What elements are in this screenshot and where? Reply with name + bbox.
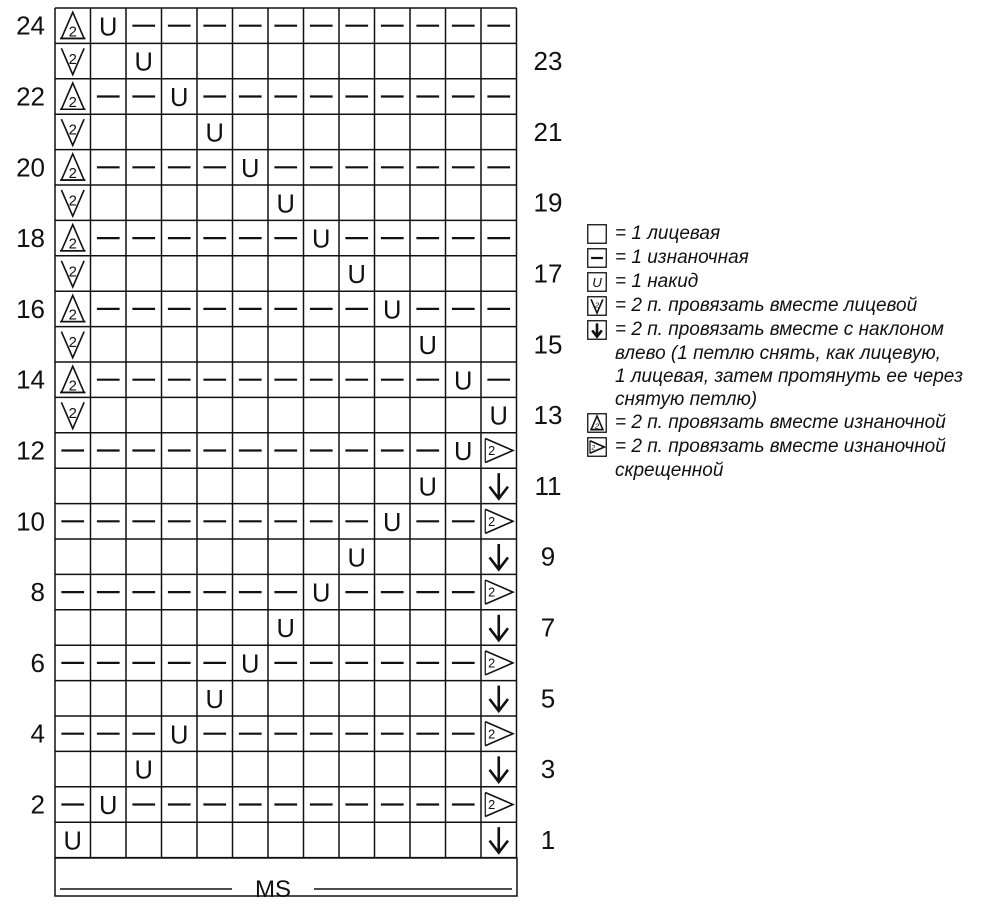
svg-text:2: 2 [68, 405, 77, 422]
svg-text:2: 2 [488, 584, 496, 600]
svg-text:U: U [63, 827, 82, 856]
svg-text:U: U [312, 225, 331, 254]
legend-item-knit [587, 222, 997, 245]
svg-text:2: 2 [591, 444, 596, 452]
legend-text: = 2 п. провязать вместе изнаночной [615, 436, 946, 457]
row-number: 22 [16, 81, 45, 112]
svg-text:2: 2 [68, 165, 77, 182]
chart-footer [55, 858, 517, 903]
row-number: 6 [30, 647, 45, 678]
row-number: 15 [533, 329, 563, 360]
chart-cell-yo [277, 615, 295, 643]
chart-cell-yo [241, 155, 259, 183]
chart-cell-p2tog-tbl [485, 580, 513, 604]
svg-text:2: 2 [68, 95, 77, 112]
legend-text-continued: скрещенной [615, 460, 724, 481]
row-number: 11 [534, 470, 562, 501]
row-number: 20 [16, 152, 45, 183]
legend-item-p2tog-tbl [587, 435, 997, 458]
row-number: 10 [16, 506, 45, 537]
chart-cell-yo [277, 190, 295, 218]
row-number: 17 [533, 258, 563, 289]
chart-cell-p2tog [60, 225, 86, 253]
svg-text:2: 2 [68, 51, 77, 68]
row-number: 12 [16, 435, 45, 466]
svg-text:2: 2 [68, 335, 77, 352]
row-number: 24 [16, 10, 45, 41]
chart-cell-yo [206, 686, 224, 714]
chart-grid [55, 8, 517, 858]
chart-cell-yo [419, 473, 437, 501]
legend-text: = 1 накид [615, 271, 699, 292]
legend-text-continued: 1 лицевая, затем протянуть ее через [615, 366, 963, 387]
legend-swatch-knit [587, 224, 607, 244]
row-number: 4 [30, 718, 45, 749]
legend-swatch-purl [587, 248, 607, 268]
row-number: 8 [30, 577, 45, 608]
chart-cell-yo [383, 509, 401, 537]
chart-cell-yo [383, 296, 401, 324]
row-number: 21 [533, 116, 563, 147]
svg-text:U: U [276, 190, 295, 219]
svg-text:2: 2 [68, 122, 77, 139]
row-number: 14 [16, 364, 45, 395]
chart-cell-yo [454, 438, 472, 466]
svg-text:U: U [205, 685, 224, 714]
row-number: 1 [540, 824, 556, 855]
legend-item-k2tog [587, 294, 997, 317]
chart-cell-yo [99, 792, 117, 820]
chart-cell-yo [348, 261, 366, 289]
chart-cell-ssk [490, 473, 508, 498]
chart-cell-ssk [490, 544, 508, 569]
legend-text: = 2 п. провязать вместе изнаночной [615, 412, 946, 433]
chart-cell-yo [99, 13, 117, 41]
chart-cell-yo [348, 544, 366, 572]
chart-cell-p2tog [60, 295, 86, 323]
svg-text:U: U [99, 792, 118, 821]
row-number: 7 [540, 612, 556, 643]
chart-cell-ssk [490, 827, 508, 852]
svg-text:2: 2 [488, 443, 496, 459]
row-number: 13 [533, 400, 563, 431]
row-number: 5 [540, 683, 556, 714]
chart-cell-ssk [490, 686, 508, 711]
svg-text:U: U [134, 48, 153, 77]
chart-cell-k2tog [61, 332, 84, 358]
svg-text:U: U [312, 579, 331, 608]
chart-cell-p2tog-tbl [485, 438, 513, 462]
row-number: 2 [30, 789, 45, 820]
chart-cell-k2tog [61, 402, 84, 428]
svg-text:U: U [383, 508, 402, 537]
svg-text:2: 2 [68, 264, 77, 281]
svg-text:U: U [418, 473, 437, 502]
svg-text:U: U [592, 274, 602, 290]
chart-cell-p2tog-tbl [485, 722, 513, 746]
legend-text-continued: влево (1 петлю снять, как лицевую, [615, 343, 941, 364]
svg-text:2: 2 [488, 726, 496, 742]
legend-swatch-ssk [587, 320, 607, 340]
chart-cell-yo [454, 367, 472, 395]
row-number: 23 [533, 46, 563, 77]
svg-text:2: 2 [68, 307, 77, 324]
chart-cell-yo [170, 721, 188, 749]
chart-cell-k2tog [61, 261, 84, 287]
svg-text:2: 2 [68, 193, 77, 210]
chart-cell-p2tog [60, 366, 86, 394]
chart-cell-ssk [490, 615, 508, 640]
legend-item-ssk [587, 318, 997, 341]
legend-swatch-p2tog [587, 413, 607, 433]
chart-cell-yo [241, 650, 259, 678]
svg-text:U: U [418, 331, 437, 360]
legend-swatch-p2tog-tbl [587, 437, 607, 457]
chart-cell-k2tog [61, 48, 84, 74]
chart-cell-p2tog [60, 12, 86, 40]
legend-text: = 1 изнаночная [615, 247, 749, 268]
chart-cell-k2tog [61, 190, 84, 216]
row-number: 9 [540, 541, 556, 572]
svg-text:2: 2 [488, 513, 496, 529]
legend-item-p2tog [587, 411, 997, 434]
chart-cell-k2tog [61, 119, 84, 145]
legend [587, 222, 997, 482]
svg-text:2: 2 [68, 378, 77, 395]
chart-cell-p2tog-tbl [485, 792, 513, 816]
svg-text:2: 2 [68, 236, 77, 253]
legend-item-purl [587, 246, 997, 269]
svg-text:U: U [170, 721, 189, 750]
chart-cell-p2tog [60, 83, 86, 111]
row-number: 19 [533, 187, 563, 218]
chart-cell-yo [170, 84, 188, 112]
legend-text: = 2 п. провязать вместе лицевой [615, 295, 918, 316]
legend-text: = 2 п. провязать вместе с наклоном [615, 319, 944, 340]
footer-label: MS [255, 876, 291, 903]
chart-cell-yo [312, 226, 330, 254]
svg-text:U: U [241, 154, 260, 183]
chart-cell-ssk [490, 756, 508, 781]
svg-text:U: U [205, 119, 224, 148]
svg-text:U: U [454, 438, 473, 467]
svg-text:U: U [383, 296, 402, 325]
svg-text:2: 2 [488, 797, 496, 813]
row-number: 18 [16, 223, 45, 254]
legend-swatch-yo [587, 272, 607, 292]
chart-cell-p2tog-tbl [485, 509, 513, 533]
svg-text:2: 2 [594, 300, 600, 310]
svg-text:U: U [99, 13, 118, 42]
svg-text:2: 2 [488, 655, 496, 671]
svg-text:U: U [347, 261, 366, 290]
svg-text:U: U [347, 544, 366, 573]
svg-text:2: 2 [68, 24, 77, 41]
row-number: 16 [16, 293, 45, 324]
svg-text:2: 2 [594, 421, 600, 431]
chart-cell-yo [135, 49, 153, 77]
svg-text:U: U [241, 650, 260, 679]
chart-cell-p2tog [60, 154, 86, 182]
chart-cell-yo [419, 332, 437, 360]
svg-text:U: U [170, 84, 189, 113]
chart-cell-yo [312, 580, 330, 608]
legend-swatch-k2tog [587, 296, 607, 316]
row-number: 3 [540, 754, 556, 785]
svg-text:U: U [276, 615, 295, 644]
chart-cell-yo [206, 119, 224, 147]
chart-cell-yo [135, 757, 153, 785]
svg-text:U: U [489, 402, 508, 431]
svg-text:U: U [134, 756, 153, 785]
chart-cell-yo [64, 827, 82, 855]
svg-text:U: U [454, 367, 473, 396]
chart-cell-yo [490, 403, 508, 431]
legend-item-yo [587, 270, 997, 293]
legend-text-continued: снятую петлю) [615, 389, 758, 410]
chart-cell-p2tog-tbl [485, 651, 513, 675]
legend-text: = 1 лицевая [615, 223, 721, 244]
